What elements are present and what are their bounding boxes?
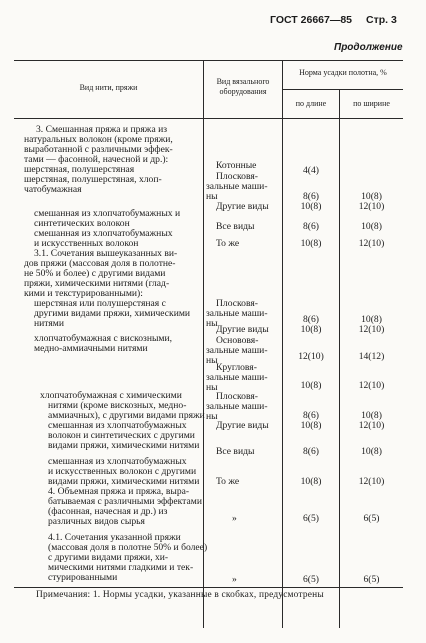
left-line: стурированными [48, 572, 118, 583]
equipment-line: Кругловя- [216, 362, 257, 373]
continuation-label: Продолжение [334, 42, 403, 53]
left-line: различных видов сырья [48, 516, 145, 527]
header-by-length: по длине [295, 99, 327, 108]
left-line: смешанная из хлопчатобумажных [34, 228, 173, 239]
length-value: 12(10) [298, 351, 324, 362]
equipment-line: ны [206, 382, 218, 393]
left-line: смешанная из хлопчатобумажных и [34, 208, 181, 219]
width-value: 14(12) [358, 351, 385, 362]
width-value: 10(8) [361, 314, 382, 325]
equipment-line: Плосковя- [216, 391, 258, 402]
left-line: другими видами пряжи, химическими [34, 308, 191, 319]
width-value: 10(8) [361, 191, 382, 202]
header-equipment-line2: оборудования [219, 87, 267, 96]
left-line: 4.1. Сочетания указанной пряжи [48, 532, 181, 543]
left-line: медно-аммиачными нитями [34, 343, 148, 354]
width-value: 12(10) [358, 380, 385, 391]
left-line: дов пряжи (массовая доля в полотне- [24, 258, 176, 269]
left-line: выработанной с различными эффек- [24, 144, 173, 155]
equipment-line: ны [206, 318, 218, 329]
equipment-line: зальные маши- [206, 181, 268, 192]
left-line: шерстяная, полушерстяная [24, 164, 135, 175]
length-value: 6(5) [303, 574, 319, 585]
length-value: 10(8) [300, 420, 322, 431]
left-line: 4. Объемная пряжа и пряжа, выра- [48, 486, 190, 497]
left-line: хлопчатобумажная с вискозными, [34, 333, 173, 344]
left-line: видами пряжи, химическими нитями [48, 476, 200, 487]
left-line: тами — фасонной, начесной и др.): [24, 154, 169, 165]
width-value: 10(8) [361, 446, 382, 457]
left-line: хлопчатобумажная с химическими [40, 390, 182, 401]
length-value: 8(6) [303, 314, 319, 325]
left-line: батываемая с различными эффектами [48, 496, 202, 507]
width-value: 10(8) [361, 410, 382, 421]
header-yarn-type: Вид нити, пряжи [79, 83, 138, 92]
width-value: 12(10) [358, 201, 385, 212]
table-bottom-rule [14, 587, 403, 588]
norm-subheader-rule [282, 89, 403, 90]
equipment-line: зальные маши- [206, 401, 268, 412]
table-top-rule [14, 60, 403, 61]
left-line: аммиачных), с другими видами пряжи [48, 410, 205, 421]
length-value: 10(8) [300, 380, 322, 391]
left-line: волокон и синтетических с другими [48, 430, 195, 441]
left-line: пряжи, химическими нитями (глад- [24, 278, 170, 289]
length-value: 10(8) [300, 201, 322, 212]
equipment-line: Другие виды [216, 324, 269, 335]
length-value: 4(4) [303, 165, 319, 176]
length-value: 6(5) [303, 513, 319, 524]
left-line: чатобумажная [24, 184, 82, 195]
equipment-line: зальные маши- [206, 345, 268, 356]
equipment-line: » [232, 574, 237, 585]
equipment-line: Основовя- [216, 335, 259, 346]
length-value: 8(6) [303, 446, 319, 457]
table-header-rule [14, 118, 403, 119]
width-value: 6(5) [363, 513, 380, 524]
length-value: 10(8) [300, 238, 322, 249]
width-value: 6(5) [363, 574, 380, 585]
left-line: видами пряжи, химическими нитями [48, 440, 200, 451]
equipment-line: То же [216, 476, 240, 487]
left-line: шерстяная или полушерстяная с [34, 298, 166, 309]
length-value: 8(6) [303, 191, 319, 202]
width-value: 12(10) [358, 238, 385, 249]
equipment-line: ны [206, 355, 218, 366]
left-line: нитями (кроме вискозных, медно- [48, 400, 187, 411]
header-by-width: по ширине [353, 99, 390, 108]
equipment-line: Котонные [216, 160, 257, 171]
left-line: 3. Смешанная пряжа и пряжа из [36, 124, 168, 135]
equipment-line: » [232, 513, 237, 524]
left-line: мическими нитями гладкими и тек- [48, 562, 194, 573]
length-value: 10(8) [300, 324, 322, 335]
width-value: 12(10) [358, 420, 385, 431]
length-value: 10(8) [300, 476, 322, 487]
length-value: 8(6) [303, 410, 319, 421]
equipment-line: То же [216, 238, 240, 249]
column-divider-2 [282, 60, 283, 628]
header-equipment-line1: Вид вязального [216, 77, 270, 86]
equipment-line: зальные маши- [206, 308, 268, 319]
width-value: 12(10) [358, 476, 385, 487]
left-line: кими и текстурированными): [24, 288, 143, 299]
left-line: 3.1. Сочетания вышеуказанных ви- [34, 248, 178, 259]
left-line: натуральных волокон (кроме пряжи, [24, 134, 173, 145]
left-line: смешанная из хлопчатобумажных [48, 420, 187, 431]
equipment-line: Другие виды [216, 201, 269, 212]
left-line: смешанная из хлопчатобумажных [48, 456, 187, 467]
equipment-line: Все виды [216, 446, 255, 457]
left-line: и искусственных волокон [34, 238, 139, 249]
width-value: 12(10) [358, 324, 385, 335]
equipment-line: Плосковя- [216, 298, 258, 309]
left-line: и искусственных волокон с другими [48, 466, 197, 477]
left-line: шерстяная, полушерстяная, хлоп- [24, 174, 162, 185]
equipment-line: ны [206, 411, 218, 422]
header-norm: Норма усадки полотна, % [299, 68, 387, 77]
equipment-line: ны [206, 191, 218, 202]
width-value: 10(8) [361, 221, 382, 232]
left-line: не 50% и более) с другими видами [24, 268, 166, 279]
equipment-line: Другие виды [216, 420, 269, 431]
page-number: Стр. 3 [366, 14, 397, 26]
equipment-line: Плосковя- [216, 171, 258, 182]
left-line: (фасонная, начесная и др.) из [48, 506, 168, 517]
equipment-line: Все виды [216, 221, 255, 232]
equipment-line: зальные маши- [206, 372, 268, 383]
left-line: с другими видами пряжи, хи- [48, 552, 169, 563]
left-line: (массовая доля в полотне 50% и более) [48, 542, 208, 553]
left-line: синтетических волокон [34, 218, 130, 229]
length-value: 8(6) [303, 221, 319, 232]
footnote: Примечания: 1. Нормы усадки, указанные в скобках, предусмотрены [36, 590, 324, 600]
standard-number: ГОСТ 26667—85 [270, 14, 353, 26]
left-line: нитями [34, 318, 64, 329]
